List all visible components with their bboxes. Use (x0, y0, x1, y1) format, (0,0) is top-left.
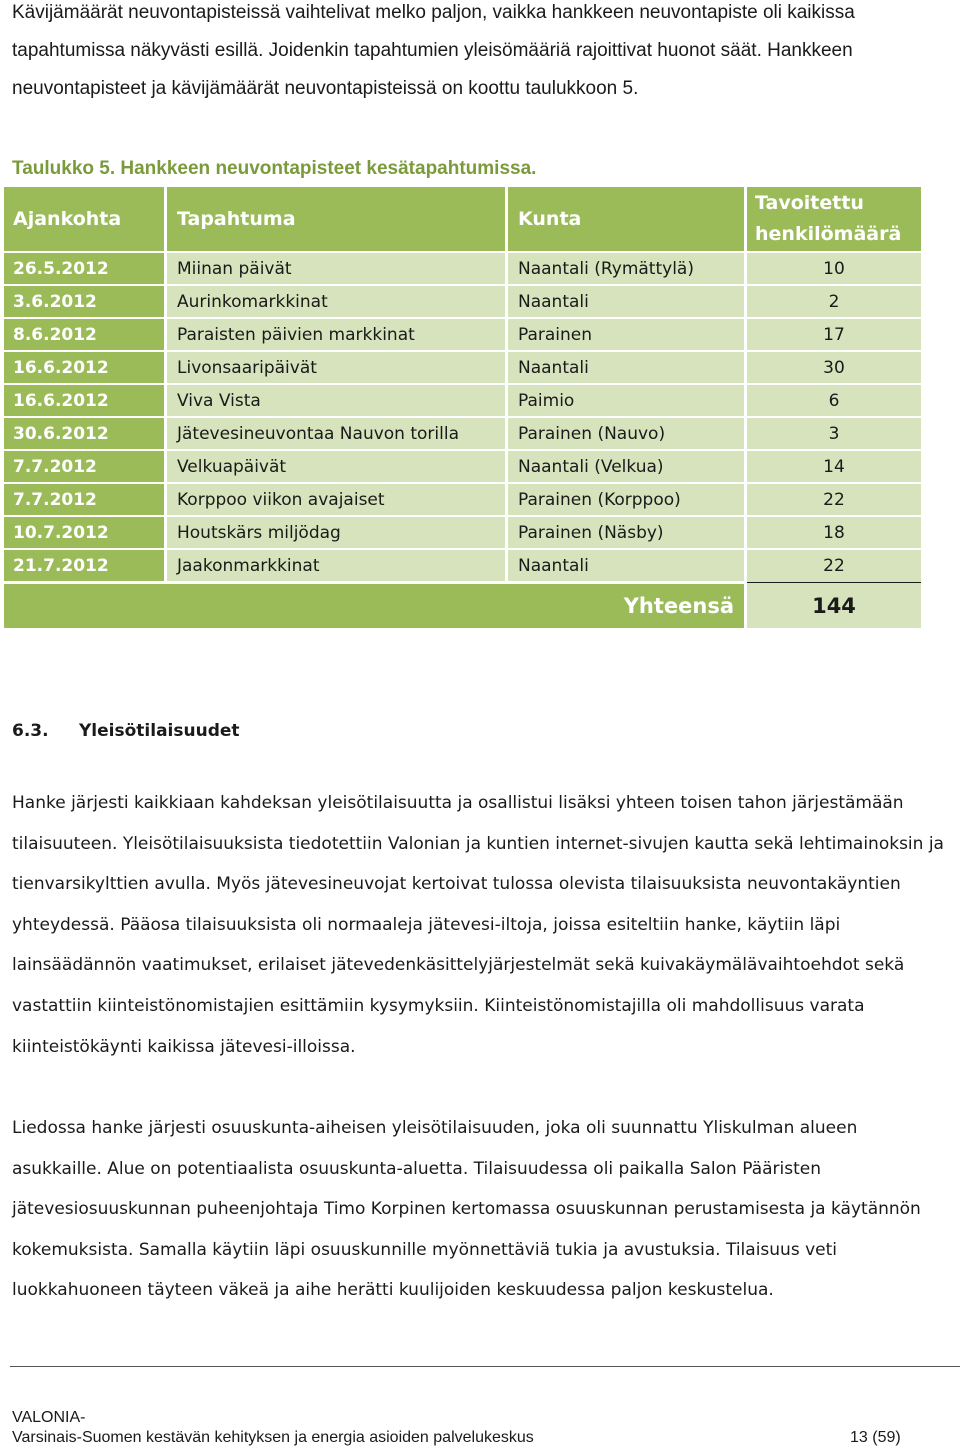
table-row (4, 384, 921, 417)
table-row (4, 318, 921, 351)
table-row (4, 450, 921, 483)
cell-city: Parainen (Korppoo) (507, 483, 746, 516)
cell-count: 6 (746, 384, 922, 417)
cell-city: Parainen (Nauvo) (507, 417, 746, 450)
cell-event: Paraisten päivien markkinat (166, 318, 507, 351)
table-row (4, 285, 921, 318)
cell-count: 30 (746, 351, 922, 384)
cell-date: 21.7.2012 (4, 549, 166, 583)
table-header-row (4, 187, 921, 252)
header-date: Ajankohta (4, 187, 166, 252)
table-total-row (4, 583, 921, 629)
cell-city: Naantali (507, 351, 746, 384)
header-event: Tapahtuma (166, 187, 507, 252)
events-table (4, 187, 921, 628)
cell-event: Aurinkomarkkinat (166, 285, 507, 318)
cell-count: 14 (746, 450, 922, 483)
body-paragraph-1: Hanke järjesti kaikkiaan kahdeksan yleisötilaisuutta ja osallistui lisäksi yhteen toisen tahon järjestämään tilaisuuteen. Yleisötilaisuuksista tiedotettiin Valonian ja kuntien internet-sivujen kautta sekä lehtimainoksin ja tienvarsikylttien avulla. Myös jätevesineuvojat kertoivat tulossa olevista tilaisuuksista neuvontakäyntien yhteydessä. Pääosa tilaisuuksista oli normaaleja jätevesi-iltoja, joissa esiteltiin hanke, käytiin läpi lainsäädännön vaatimukset, erilaiset jätevedenkäsittelyjärjestelmät sekä kuivakäymälävaihtoehdot sekä vastattiin kiinteistönomistajien esittämiin kysymyksiin. Kiinteistönomistajilla oli mahdollisuus varata kiinteistökäynti kaikissa jätevesi-illoissa. (12, 793, 944, 1057)
section-number: 6.3. (12, 721, 49, 741)
table-row (4, 351, 921, 384)
cell-city: Naantali (Velkua) (507, 450, 746, 483)
cell-count: 17 (746, 318, 922, 351)
total-value: 144 (746, 583, 922, 629)
cell-date: 8.6.2012 (4, 318, 166, 351)
cell-count: 3 (746, 417, 922, 450)
cell-date: 7.7.2012 (4, 450, 166, 483)
cell-count: 10 (746, 252, 922, 285)
table-row (4, 549, 921, 583)
table-caption: Taulukko 5. Hankkeen neuvontapisteet kesätapahtumissa. (12, 158, 537, 179)
cell-date: 26.5.2012 (4, 252, 166, 285)
footer-page-number: 13 (59) (850, 1429, 901, 1446)
footer-divider (10, 1366, 960, 1367)
section-heading (12, 721, 240, 741)
header-count-line2: henkilömäärä (755, 223, 902, 245)
cell-count: 2 (746, 285, 922, 318)
cell-date: 16.6.2012 (4, 351, 166, 384)
cell-city: Parainen (507, 318, 746, 351)
cell-count: 18 (746, 516, 922, 549)
cell-event: Velkuapäivät (166, 450, 507, 483)
header-city: Kunta (507, 187, 746, 252)
cell-event: Miinan päivät (166, 252, 507, 285)
footer-organization-line2: Varsinais-Suomen kestävän kehityksen ja energia asioiden palvelukeskus (12, 1429, 534, 1446)
footer-organization-line1: VALONIA- (12, 1409, 86, 1426)
total-label: Yhteensä (4, 583, 746, 629)
header-count-line1: Tavoitettu (755, 192, 864, 214)
cell-city: Naantali (507, 285, 746, 318)
header-count (746, 187, 922, 252)
cell-city: Naantali (507, 549, 746, 583)
table-row (4, 417, 921, 450)
cell-event: Jaakonmarkkinat (166, 549, 507, 583)
cell-event: Korppoo viikon avajaiset (166, 483, 507, 516)
cell-date: 7.7.2012 (4, 483, 166, 516)
cell-date: 3.6.2012 (4, 285, 166, 318)
cell-count: 22 (746, 549, 922, 583)
cell-date: 30.6.2012 (4, 417, 166, 450)
table-body (4, 252, 921, 583)
cell-city: Paimio (507, 384, 746, 417)
cell-count: 22 (746, 483, 922, 516)
table-row (4, 483, 921, 516)
intro-paragraph: Kävijämäärät neuvontapisteissä vaihtelivat melko paljon, vaikka hankkeen neuvontapiste oli kaikissa tapahtumissa näkyvästi esillä. Joidenkin tapahtumien yleisömääriä rajoittivat huonot säät. Hankkeen neuvontapisteet ja kävijämäärät neuvontapisteissä on koottu taulukkoon 5. (12, 2, 855, 99)
table-row (4, 252, 921, 285)
cell-event: Houtskärs miljödag (166, 516, 507, 549)
cell-event: Viva Vista (166, 384, 507, 417)
cell-date: 16.6.2012 (4, 384, 166, 417)
cell-event: Livonsaaripäivät (166, 351, 507, 384)
cell-city: Naantali (Rymättylä) (507, 252, 746, 285)
cell-date: 10.7.2012 (4, 516, 166, 549)
section-title: Yleisötilaisuudet (79, 721, 240, 741)
cell-city: Parainen (Näsby) (507, 516, 746, 549)
table-row (4, 516, 921, 549)
body-paragraph-2: Liedossa hanke järjesti osuuskunta-aiheisen yleisötilaisuuden, joka oli suunnattu Yliskulman alueen asukkaille. Alue on potentiaalista osuuskunta-aluetta. Tilaisuudessa oli paikalla Salon Pääristen jätevesiosuuskunnan puheenjohtaja Timo Korpinen kertomassa osuuskunnan perustamisesta ja käytännön kokemuksista. Samalla käytiin läpi osuuskunnille myönnettäviä tukia ja avustuksia. Tilaisuus veti luokkahuoneen täyteen väkeä ja aihe herätti kuulijoiden keskuudessa paljon keskustelua. (12, 1118, 921, 1301)
cell-event: Jätevesineuvontaa Nauvon torilla (166, 417, 507, 450)
